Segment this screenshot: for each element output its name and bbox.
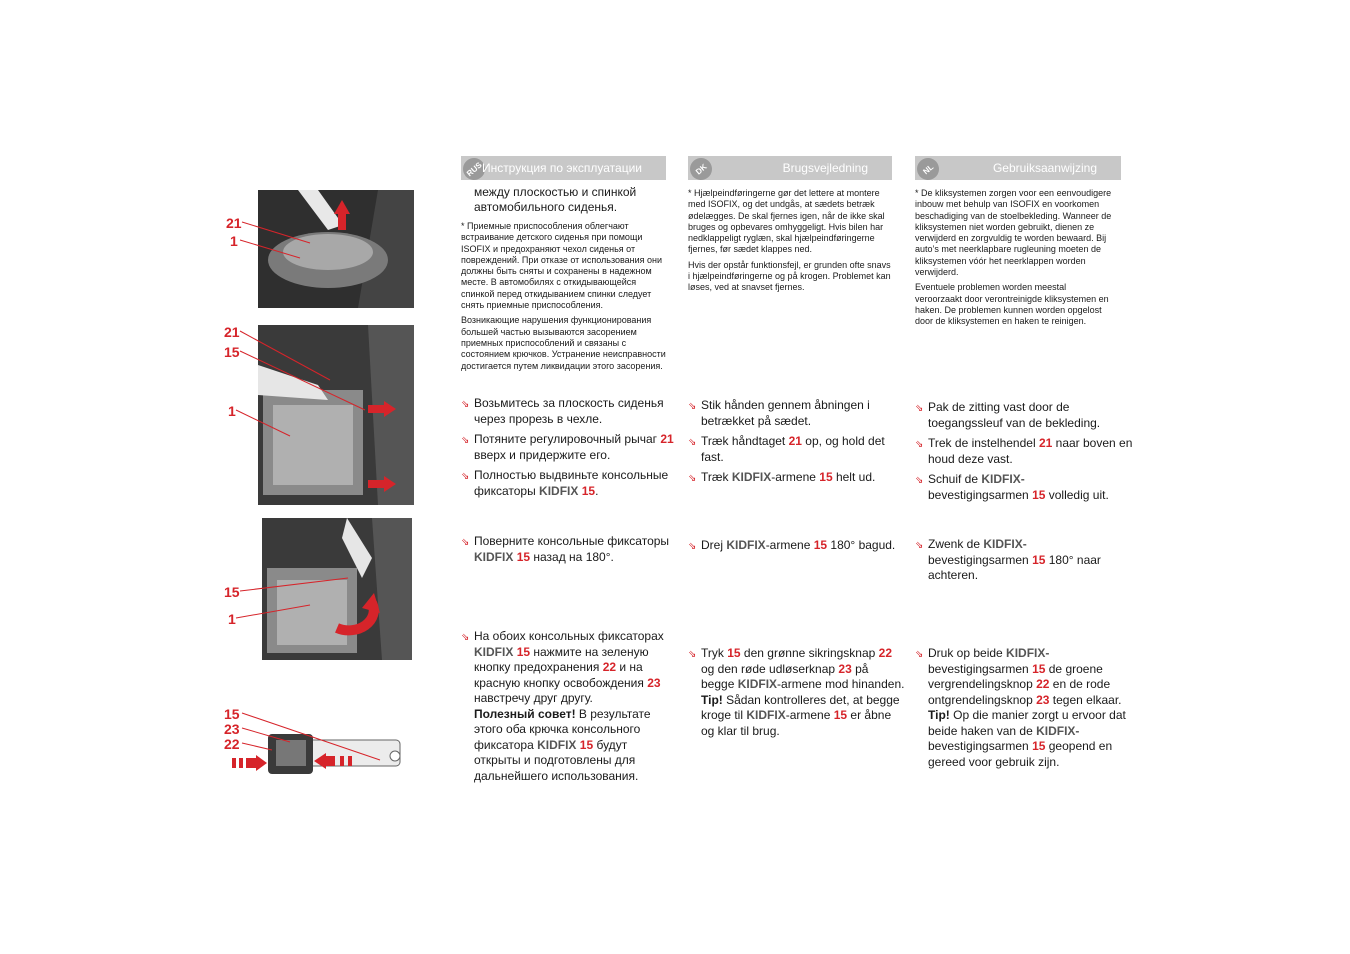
nl-header <box>915 156 1121 180</box>
figure-4-release-buttons <box>230 728 420 776</box>
rus-notes <box>461 221 666 376</box>
rus-step-2: ⇘ Потяните регулировочный рычаг 21 вверх и придержите его. <box>461 432 674 462</box>
figure-3-label: 15 <box>224 584 240 600</box>
rus-header <box>461 156 666 180</box>
nl-step-2: ⇘ Trek de instelhendel 21 naar boven en houd deze vast. <box>915 436 1133 466</box>
dk-note-1: * Hjælpeindføringerne gør det lettere at montere med ISOFIX, og det undgås, at sædets betræk ødelægges. De skal fjernes igen, når de ikke skal bruges og opbevares omhyggeligt. Hvis bilen har nedklappeligt ryglæn, skal hjælpeindføringerne fjernes, før sædet klappes ned. <box>688 188 885 255</box>
rus-step-4: ⇘ Поверните консольные фиксаторы KIDFIX 15 назад на 180°. <box>461 534 670 564</box>
rus-header-title: Инструкция по эксплуатации <box>481 161 642 175</box>
arrow-bullet-icon: ⇘ <box>461 435 470 446</box>
figure-1-seat-lever <box>258 190 414 308</box>
dk-note-2: Hvis der opstår funktionsfejl, er grunden ofte snavs i hjælpeindføringerne og på krogen. Problemet kan løses, ved at snavset fjernes. <box>688 259 891 293</box>
figure-3-rotate-arms <box>262 518 412 660</box>
dk-header-title: Brugsvejledning <box>782 161 868 175</box>
dk-step-4: ⇘ Drej KIDFIX-armene 15 180° bagud. <box>688 538 901 554</box>
language-badge-icon: NL <box>913 154 944 185</box>
arrow-bullet-icon: ⇘ <box>915 439 924 450</box>
arrow-bullet-icon: ⇘ <box>688 473 697 484</box>
dk-step-3: ⇘ Træk KIDFIX-armene 15 helt ud. <box>688 470 901 486</box>
arrow-bullet-icon: ⇘ <box>688 437 697 448</box>
nl-step-4: ⇘ Zwenk de KIDFIX- bevestigingsarmen 15 180° naar achteren. <box>915 537 1101 582</box>
rus-step-3: ⇘ Полностью выдвиньте консольные фиксаторы KIDFIX 15. <box>461 468 669 498</box>
figure-4-label: 15 <box>224 706 240 722</box>
nl-step-1: ⇘ Pak de zitting vast door de toegangssleuf van de bekleding. <box>915 400 1101 430</box>
rus-step-1: ⇘ Возьмитесь за плоскость сиденья через прорезь в чехле. <box>461 396 664 426</box>
language-badge-icon: RUS <box>459 154 490 185</box>
arrow-bullet-icon: ⇘ <box>688 541 697 552</box>
rus-note-2: Возникающие нарушения функционирования большей частью вызываются засорением приемных приспособлений и связаны с состоянием крючков. Устранение неисправности достигается путем ликвидации этого засорения. <box>461 315 666 371</box>
arrow-bullet-icon: ⇘ <box>461 537 470 548</box>
dk-step-5: ⇘ Tryk 15 den grønne sikringsknap 22 og den røde udløserknap 23 på begge KIDFIX-armene mod hinanden. Tip! Sådan kontrolleres det, at begge kroge til KIDFIX-armene 15 er åbne og klar til brug. <box>688 646 905 738</box>
rotate-arms-illustration <box>262 518 412 660</box>
figure-2-label: 21 <box>224 324 240 340</box>
release-buttons-illustration <box>230 728 420 776</box>
nl-note-2: Eventuele problemen worden meestal veroorzaakt door verontreinigde kliksystemen en haken. De problemen kunnen worden opgelost door de kliksystemen en haken te reinigen. <box>915 282 1109 327</box>
nl-step-3: ⇘ Schuif de KIDFIX- bevestigingsarmen 15 volledig uit. <box>915 472 1109 502</box>
figure-1-label: 1 <box>230 233 238 249</box>
arrow-bullet-icon: ⇘ <box>915 475 924 486</box>
arrow-bullet-icon: ⇘ <box>461 471 470 482</box>
arrow-bullet-icon: ⇘ <box>915 649 924 660</box>
figure-4-label: 22 <box>224 736 240 752</box>
arrow-bullet-icon: ⇘ <box>688 649 697 660</box>
rus-note-1: * Приемные приспособления облегчают встраивание детского сиденья при помощи ISOFIX и предохраняют чехол сиденья от повреждений. При отказе от использования они должны быть сняты и сохранены в надежном месте. В автомобилях с откидывающейся спинкой перед откидыванием спинки следует снять приемные приспособления. <box>461 221 663 311</box>
rus-intro: между плоскостью и спинкой автомобильного сиденья. <box>474 185 637 215</box>
figure-2-extend-arms <box>258 325 414 505</box>
arrow-bullet-icon: ⇘ <box>461 632 470 643</box>
dk-step-1: ⇘ Stik hånden gennem åbningen i betrækket på sædet. <box>688 398 870 428</box>
arrow-bullet-icon: ⇘ <box>461 399 470 410</box>
rus-step-5: ⇘ На обоих консольных фиксаторах KIDFIX 15 нажмите на зеленую кнопку предохранения 22 и на красную кнопку освобождения 23 навстречу друг другу. Полезный совет! В результате этого оба крючка консольного фиксатора KIDFIX 15 будут открыты и подготовлены для дальнейшего использования. <box>461 629 664 783</box>
arrow-bullet-icon: ⇘ <box>915 403 924 414</box>
nl-note-1: * De kliksystemen zorgen voor een eenvoudigere inbouw met behulp van ISOFIX en voorkomen beschadiging van de stoelbekleding. Wanneer de kliksystemen niet worden gebruikt, dienen ze verwijderd en zorgvuldig te worden bewaard. Bij auto’s met neerklapbare rugleuning moeten de kliksystemen vóór het neerklappen worden verwijderd. <box>915 188 1112 278</box>
nl-step-5: ⇘ Druk op beide KIDFIX- bevestigingsarmen 15 de groene vergrendelingsknop 22 en de rode ontgrendelingsknop 23 tegen elkaar. Tip! Op die manier zorgt u ervoor dat beide haken van de KIDFIX- bevestigingsarmen 15 geopend en gereed voor gebruik zijn. <box>915 646 1126 769</box>
figure-1-label: 21 <box>226 215 242 231</box>
nl-notes <box>915 188 1115 332</box>
arrow-bullet-icon: ⇘ <box>688 401 697 412</box>
extend-arms-illustration <box>258 325 414 505</box>
figure-2-label: 1 <box>228 403 236 419</box>
language-badge-icon: DK <box>686 154 717 185</box>
figure-4-label: 23 <box>224 721 240 737</box>
dk-notes <box>688 188 892 298</box>
dk-step-2: ⇘ Træk håndtaget 21 op, og hold det fast. <box>688 434 885 464</box>
seat-lever-illustration <box>258 190 414 308</box>
dk-header <box>688 156 892 180</box>
figure-2-label: 15 <box>224 344 240 360</box>
nl-header-title: Gebruiksaanwijzing <box>992 161 1097 175</box>
arrow-bullet-icon: ⇘ <box>915 540 924 551</box>
figure-3-label: 1 <box>228 611 236 627</box>
